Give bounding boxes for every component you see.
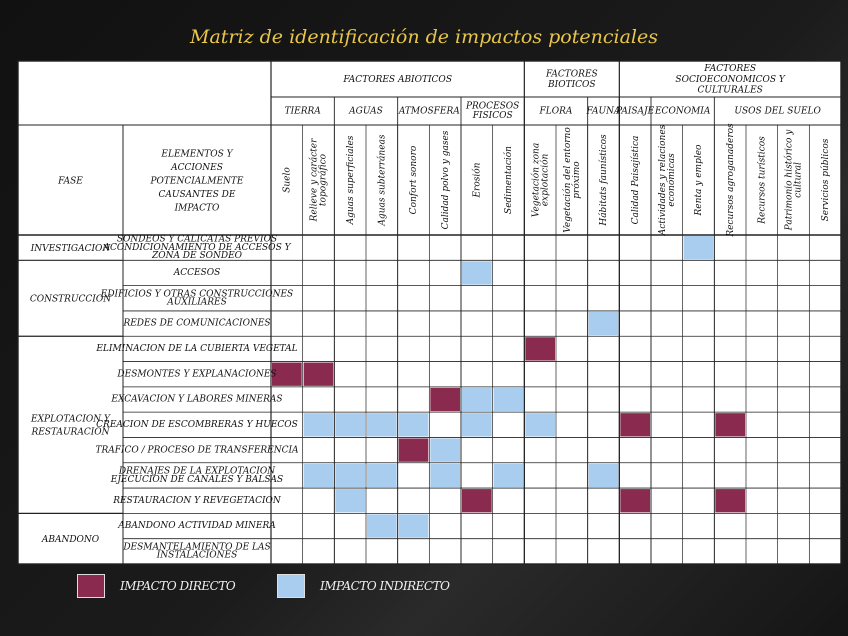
legend-indirect-swatch: [277, 574, 305, 598]
impact-direct-cell: [304, 363, 334, 386]
fase-header: FASE: [58, 176, 83, 187]
action-label: RESTAURACION Y REVEGETACION: [113, 495, 281, 506]
impact-direct-cell: [399, 438, 429, 461]
factor-label-7: Sedimentación: [504, 146, 515, 214]
factor-label-12: Actividades y relacioneseconómicas: [657, 124, 677, 236]
impact-indirect-cell: [462, 261, 492, 284]
factor-label-group: [409, 145, 419, 214]
impact-indirect-cell: [684, 236, 714, 259]
legend-indirect-label: IMPACTO INDIRECTO: [320, 579, 450, 593]
subgroup-header-3: PROCESOS FISICOS: [465, 101, 520, 122]
factor-label-5: Calidad polvo y gases: [440, 130, 451, 230]
factor-label-group: [630, 136, 641, 225]
impact-direct-cell: [620, 489, 650, 512]
factor-label-1: Relieve y caráctertopográfico: [309, 138, 329, 222]
impact-direct-cell: [430, 388, 460, 411]
impact-direct-cell: [462, 489, 492, 512]
factor-label-17: Servicios públicos: [820, 138, 831, 222]
impact-indirect-cell: [430, 464, 460, 487]
action-label: REDES DE COMUNICACIONES: [123, 318, 271, 329]
impact-indirect-cell: [304, 413, 334, 436]
factor-label-15: Recursos turísticos: [757, 136, 768, 224]
phase-label-2: EXPLOTACION Y RESTAURACION: [31, 414, 110, 438]
factor-label-13: Renta y empleo: [694, 144, 705, 216]
impact-indirect-cell: [589, 464, 619, 487]
group-header-2: FACTORES SOCIOECONOMICOS Y CULTURALES: [675, 64, 785, 96]
elements-header: ELEMENTOS Y ACCIONES POTENCIALMENTE CAUSANTES DE IMPACTO: [150, 149, 244, 214]
impact-indirect-cell: [304, 464, 334, 487]
legend-direct-label: IMPACTO DIRECTO: [120, 579, 236, 593]
subgroup-header-4: FLORA: [539, 106, 573, 117]
impact-indirect-cell: [335, 464, 365, 487]
subgroup-header-0: TIERRA: [284, 106, 321, 117]
legend-direct-swatch: [77, 574, 105, 598]
impact-indirect-cell: [430, 438, 460, 461]
action-label: SONDEOS Y CALICATAS PREVIOS ACONDICIONAMIENTO DE ACCESOS Y ZONA DE SONDEO: [103, 234, 291, 262]
phase-label-3: ABANDONO: [41, 535, 100, 546]
action-label: ABANDONO ACTIVIDAD MINERA: [118, 521, 276, 532]
factor-label-0: Suelo: [282, 167, 293, 193]
factor-label-group: [282, 167, 292, 193]
factor-label-group: [598, 134, 609, 227]
phase-label-0: INVESTIGACION: [30, 243, 111, 254]
action-label: DESMANTELAMIENTO DE LAS INSTALACIONES: [123, 542, 271, 561]
action-label: DRENAJES DE LA EXPLOTACION EJECUCION DE CANALES Y BALSAS: [110, 466, 284, 485]
impact-indirect-cell: [367, 413, 397, 436]
factor-label-14: Recursos agroganaderos: [725, 123, 736, 237]
impact-indirect-cell: [335, 489, 365, 512]
factor-label-group: [530, 143, 550, 217]
impact-indirect-cell: [335, 413, 365, 436]
factor-label-3: Aguas subterráneas: [377, 134, 388, 226]
factor-label-group: [694, 144, 704, 217]
impact-indirect-cell: [525, 413, 555, 436]
phase-label-1: CONSTRUCCION: [29, 294, 112, 305]
factor-label-group: [441, 130, 451, 229]
factor-label-4: Confort sonoro: [409, 145, 420, 215]
action-label: DESMONTES Y EXPLANACIONES: [117, 369, 277, 380]
factor-label-2: Aguas superficiales: [345, 135, 356, 225]
factor-label-16: Patrimonio histórico ycultural: [784, 129, 804, 231]
factor-label-8: Vegetación zonaexplotación: [531, 142, 551, 218]
action-label: TRAFICO / PROCESO DE TRANSFERENCIA: [95, 445, 299, 456]
impact-indirect-cell: [399, 413, 429, 436]
factor-label-group: [471, 162, 482, 198]
factor-label-group: [503, 146, 514, 214]
impact-indirect-cell: [589, 312, 619, 335]
subgroup-header-8: USOS DEL SUELO: [734, 106, 821, 117]
subgroup-header-1: AGUAS: [349, 106, 383, 117]
factor-label-11: Calidad Paisajística: [630, 135, 641, 225]
group-header-1: FACTORES BIOTICOS: [545, 69, 598, 91]
impact-indirect-cell: [494, 464, 524, 487]
factor-label-9: Vegetación del entornopróximo: [562, 127, 582, 233]
action-label: CREACION DE ESCOMBRERAS Y HUECOS: [96, 419, 298, 430]
subgroup-header-7: ECONOMIA: [654, 106, 711, 117]
factor-label-group: [756, 136, 767, 225]
impact-indirect-cell: [494, 388, 524, 411]
factor-label-group: [346, 135, 356, 225]
impact-indirect-cell: [367, 464, 397, 487]
impact-direct-cell: [715, 489, 745, 512]
impact-indirect-cell: [462, 413, 492, 436]
factor-label-10: Hábitats faunísticos: [599, 134, 610, 226]
subgroup-header-2: ATMOSFERA: [398, 106, 460, 117]
impact-direct-cell: [525, 337, 555, 360]
action-label: EXCAVACION Y LABORES MINERAS: [111, 394, 283, 405]
impact-indirect-cell: [399, 514, 429, 537]
impact-indirect-cell: [462, 388, 492, 411]
factor-label-6: Erosión: [472, 162, 483, 198]
action-label: ACCESOS: [173, 268, 221, 279]
group-header-0: FACTORES ABIOTICOS: [343, 74, 452, 85]
subgroup-header-5: FAUNA: [586, 106, 621, 117]
impact-indirect-cell: [367, 514, 397, 537]
impact-direct-cell: [620, 413, 650, 436]
factor-label-group: [726, 123, 736, 238]
action-label: EDIFICIOS Y OTRAS CONSTRUCCIONES AUXILIARES: [100, 289, 294, 308]
impact-direct-cell: [715, 413, 745, 436]
factor-label-group: [376, 134, 387, 226]
factor-label-group: [820, 138, 831, 221]
subgroup-header-6: PAISAJE: [616, 106, 655, 117]
action-label: ELIMINACION DE LA CUBIERTA VEGETAL: [96, 344, 298, 355]
page-title: Matriz de identificación de impactos potenciales: [190, 26, 658, 48]
